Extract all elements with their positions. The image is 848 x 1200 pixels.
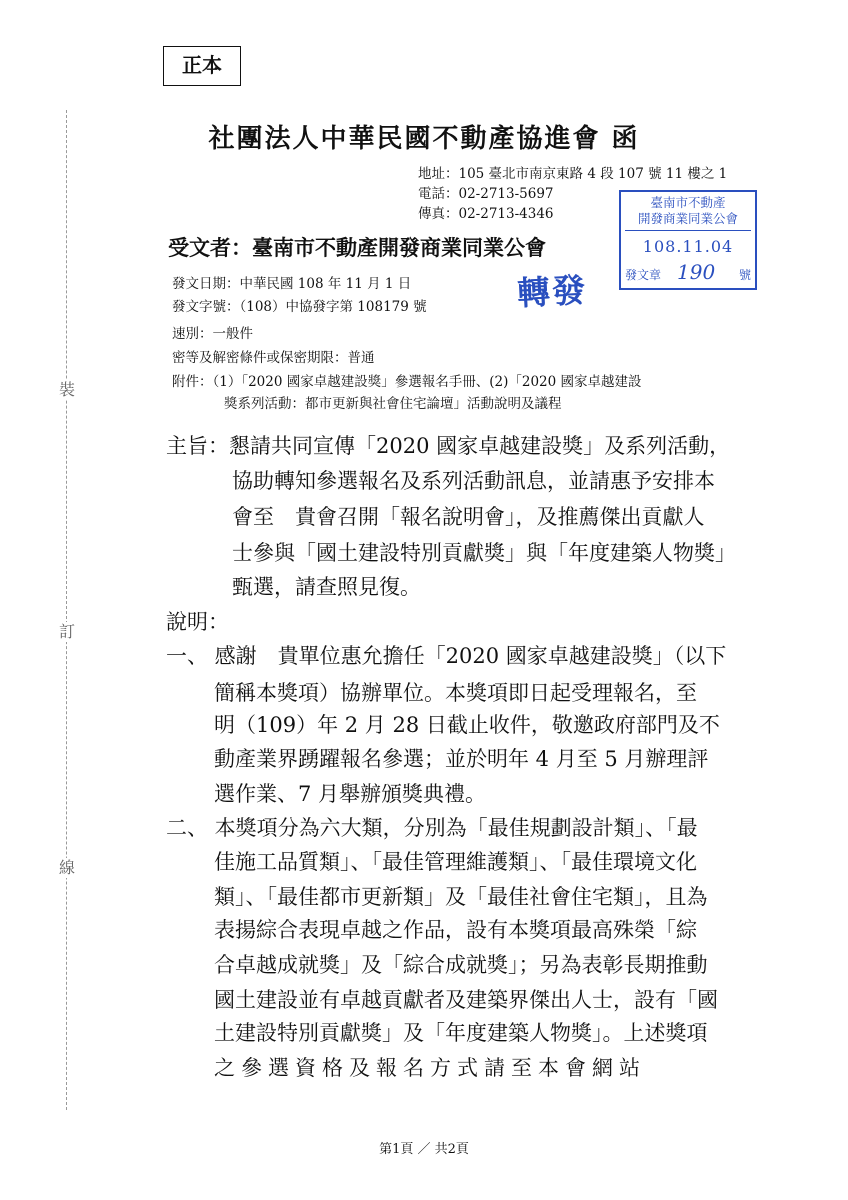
item-two-line: 二、 本獎項分為六大類，分別為「最佳規劃設計類」、「最: [166, 816, 698, 840]
item-one-line: 動產業界踴躍報名參選；並於明年 4 月至 5 月辦理評: [214, 747, 709, 771]
binding-mark-zhuang: 裝: [58, 380, 75, 399]
binding-margin-line: [66, 110, 67, 1110]
item-two-line: 合卓越成就獎」及「綜合成就獎」；另為表彰長期推動: [214, 953, 708, 977]
subject-line: 協助轉知參選報名及系列活動訊息，並請惠予安排本: [232, 469, 715, 493]
item-two-line: 國土建設並有卓越貢獻者及建築界傑出人士，設有「國: [214, 988, 718, 1012]
original-copy-badge: 正本: [163, 46, 241, 86]
item-two-line: 佳施工品質類」、「最佳管理維護類」、「最佳環境文化: [214, 850, 697, 874]
item-one-line: 選作業、7 月舉辦頒獎典禮。: [214, 782, 487, 806]
document-number: 發文字號：（108）中協發字第 108179 號: [172, 299, 427, 315]
sender-phone: 電話：02-2713-5697: [418, 186, 554, 202]
explanation-heading: 說明：: [166, 610, 229, 634]
binding-mark-xian: 線: [58, 858, 75, 877]
forward-stamp: 轉發: [516, 270, 589, 313]
item-two-line: 表揚綜合表現卓越之作品，設有本獎項最高殊榮「綜: [214, 918, 697, 942]
sender-fax: 傳真：02-2713-4346: [418, 206, 554, 222]
receipt-stamp-org-line1: 臺南市不動產: [650, 195, 726, 210]
security-level: 密等及解密條件或保密期限：普通: [172, 350, 375, 366]
receipt-stamp-number-label: 發文章: [625, 268, 662, 282]
receipt-stamp-date: 108.11.04: [642, 237, 734, 256]
item-one-line: 一、 感謝 貴單位惠允擔任「2020 國家卓越建設獎」（以下: [166, 644, 727, 668]
subject-line: 會至 貴會召開「報名說明會」，及推薦傑出貢獻人: [232, 505, 705, 529]
subject-line: 甄選，請查照見復。: [232, 575, 421, 599]
item-one-line: 簡稱本獎項）協辦單位。本獎項即日起受理報名，至: [214, 681, 697, 705]
receipt-stamp: [619, 190, 757, 290]
document-title: 社團法人中華民國不動產協進會 函: [208, 124, 640, 154]
attachments-continued: 獎系列活動：都市更新與社會住宅論壇」活動說明及議程: [224, 396, 562, 412]
receipt-stamp-number: 190: [677, 260, 716, 284]
delivery-speed: 速別：一般件: [172, 326, 253, 342]
receipt-stamp-number-suffix: 號: [738, 268, 751, 282]
receipt-stamp-org-line2: 開發商業同業公會: [637, 211, 738, 226]
receipt-stamp-divider: [625, 230, 751, 231]
subject-line: 士參與「國土建設特別貢獻獎」與「年度建築人物獎」: [232, 541, 736, 565]
item-two-line: 之參選資格及報名方式請至本會網站: [214, 1056, 646, 1080]
item-two-line: 類」、「最佳都市更新類」及「最佳社會住宅類」，且為: [214, 885, 708, 909]
binding-mark-ding: 訂: [58, 622, 75, 641]
sender-address: 地址：105 臺北市南京東路 4 段 107 號 11 樓之 1: [418, 166, 728, 182]
attachments: 附件：（1）「2020 國家卓越建設獎」參選報名手冊、(2)「2020 國家卓越建設: [172, 374, 642, 390]
subject-line: 主旨：懇請共同宣傳「2020 國家卓越建設獎」及系列活動，: [166, 434, 731, 458]
item-one-line: 明（109）年 2 月 28 日截止收件，敬邀政府部門及不: [214, 713, 720, 737]
issue-date: 發文日期：中華民國 108 年 11 月 1 日: [172, 276, 412, 292]
recipient: 受文者：臺南市不動產開發商業同業公會: [168, 235, 546, 260]
item-two-line: 土建設特別貢獻獎」及「年度建築人物獎」。上述獎項: [214, 1021, 708, 1045]
page-number: 第1頁 ／ 共2頁: [379, 1142, 469, 1157]
